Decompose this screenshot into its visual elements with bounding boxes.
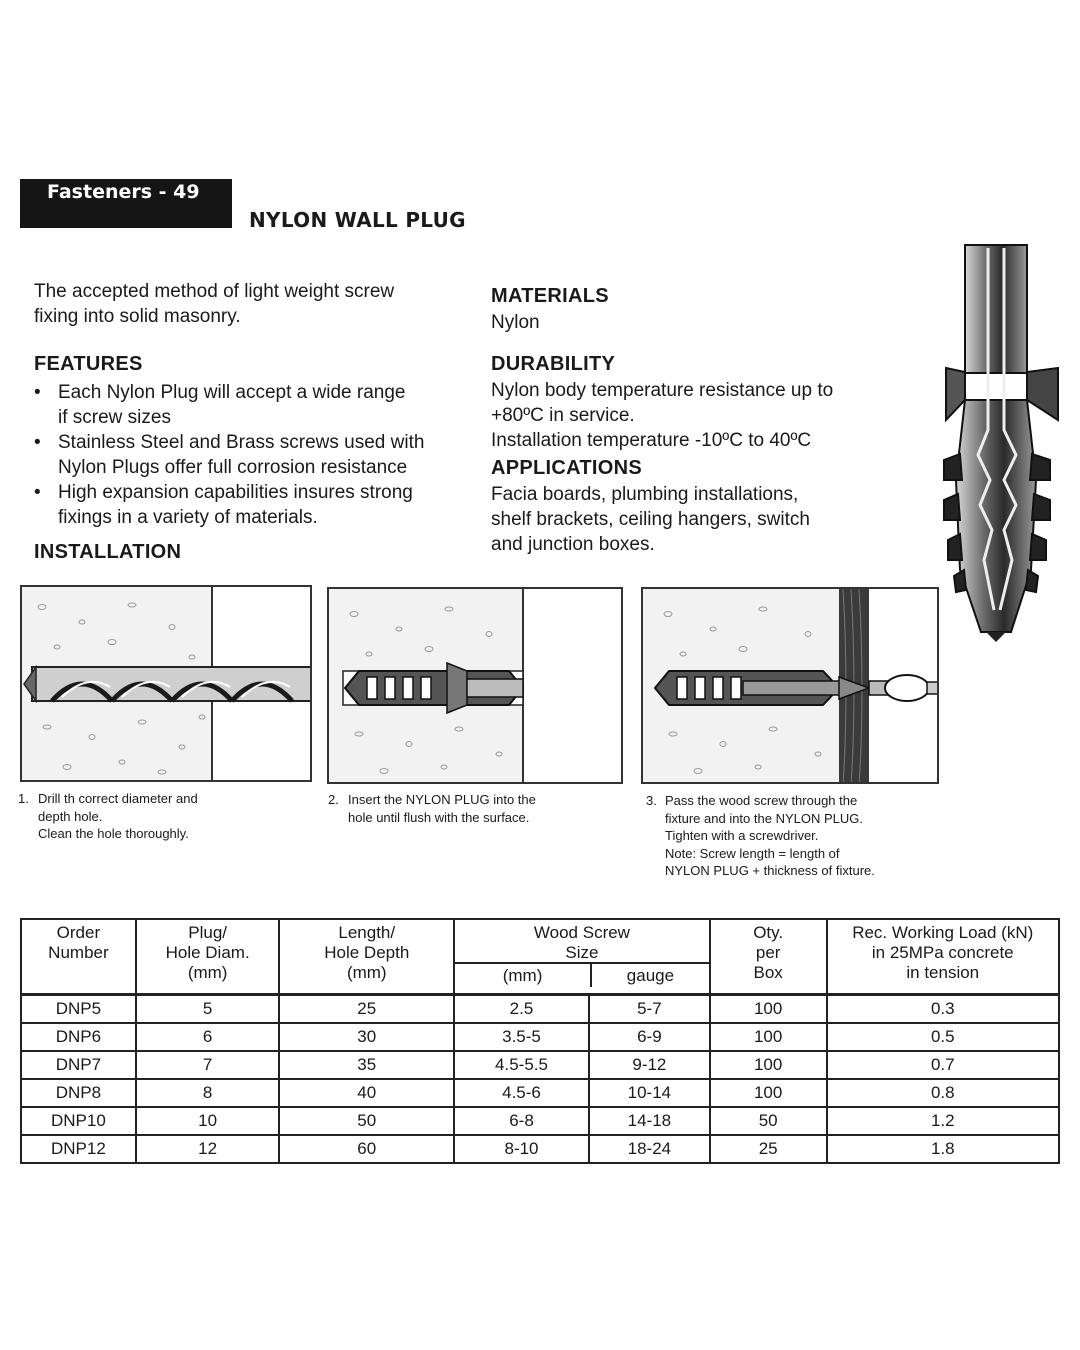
intro-text — [34, 279, 474, 329]
cell-wood-mm: 3.5-5 — [454, 1023, 589, 1051]
cell-length: 60 — [279, 1135, 454, 1163]
nylon-plug-illustration — [938, 240, 1068, 645]
cell-order: DNP10 — [21, 1107, 136, 1135]
table-row — [21, 995, 1059, 1024]
cell-order: DNP12 — [21, 1135, 136, 1163]
cell-plug: 10 — [136, 1107, 280, 1135]
header-line: Number — [48, 943, 109, 962]
cell-load: 0.7 — [827, 1051, 1059, 1079]
caption-line: Pass the wood screw through the — [665, 793, 858, 808]
cell-qty: 100 — [710, 1023, 827, 1051]
header-line: in tension — [906, 963, 980, 982]
cell-length: 35 — [279, 1051, 454, 1079]
header-line: Hole Depth — [324, 943, 410, 962]
header-length — [279, 919, 454, 995]
durability-text — [491, 378, 911, 453]
cell-plug: 8 — [136, 1079, 280, 1107]
durability-line: Nylon body temperature resistance up to — [491, 380, 834, 401]
durability-heading: DURABILITY — [491, 353, 616, 375]
plug-insert-illustration — [329, 589, 623, 784]
cell-qty: 25 — [710, 1135, 827, 1163]
table-row — [21, 1023, 1059, 1051]
step1-caption — [18, 790, 298, 843]
features-list — [34, 380, 484, 530]
bullet: • — [34, 382, 41, 403]
step-number: 3. — [646, 793, 657, 808]
screw-drive-illustration — [643, 589, 939, 784]
table-row — [21, 1135, 1059, 1163]
applications-text — [491, 482, 911, 557]
cell-order: DNP5 — [21, 995, 136, 1024]
cell-length: 30 — [279, 1023, 454, 1051]
cell-gauge: 14-18 — [589, 1107, 710, 1135]
header-load — [827, 919, 1059, 995]
list-item — [34, 380, 484, 430]
cell-wood-mm: 8-10 — [454, 1135, 589, 1163]
header-line: per — [755, 943, 781, 962]
cell-gauge: 10-14 — [589, 1079, 710, 1107]
list-item-line: Stainless Steel and Brass screws used with — [58, 432, 425, 453]
header-wood-mm: (mm) — [455, 964, 592, 987]
header-line: Hole Diam. — [165, 943, 250, 962]
list-item-line: Each Nylon Plug will accept a wide range — [58, 382, 406, 403]
header-line: Order — [56, 923, 101, 942]
cell-qty: 100 — [710, 1051, 827, 1079]
table-row — [21, 1079, 1059, 1107]
bullet: • — [34, 432, 41, 453]
header-plug — [136, 919, 280, 995]
header-line: in 25MPa concrete — [871, 943, 1014, 962]
step2-caption — [328, 791, 618, 826]
step3-diagram — [641, 587, 939, 784]
header-line: Oty. — [753, 923, 784, 942]
caption-line: Note: Screw length = length of — [665, 845, 840, 861]
cell-qty: 100 — [710, 1079, 827, 1107]
intro-line: The accepted method of light weight screw — [34, 281, 395, 302]
section-tag: Fasteners - 49 — [20, 179, 232, 228]
features-heading: FEATURES — [34, 353, 143, 375]
cell-load: 0.8 — [827, 1079, 1059, 1107]
list-item — [34, 480, 484, 530]
step3-caption — [646, 792, 936, 880]
caption-line: hole until flush with the surface. — [348, 809, 530, 825]
cell-gauge: 18-24 — [589, 1135, 710, 1163]
drill-illustration — [22, 587, 312, 782]
header-line: (mm) — [346, 963, 387, 982]
cell-load: 1.2 — [827, 1107, 1059, 1135]
cell-length: 50 — [279, 1107, 454, 1135]
caption-line: Tighten with a screwdriver. — [665, 828, 819, 843]
cell-wood-mm: 6-8 — [454, 1107, 589, 1135]
step-number: 2. — [328, 792, 339, 807]
header-order — [21, 919, 136, 995]
durability-line: +80ºC in service. — [491, 405, 635, 426]
cell-qty: 100 — [710, 995, 827, 1024]
header-line: Box — [753, 963, 783, 982]
cell-gauge: 9-12 — [589, 1051, 710, 1079]
cell-length: 40 — [279, 1079, 454, 1107]
cell-gauge: 5-7 — [589, 995, 710, 1024]
cell-plug: 12 — [136, 1135, 280, 1163]
list-item-line: fixings in a variety of materials. — [58, 507, 318, 528]
table-row — [21, 1051, 1059, 1079]
cell-order: DNP6 — [21, 1023, 136, 1051]
materials-text: Nylon — [491, 312, 540, 333]
cell-gauge: 6-9 — [589, 1023, 710, 1051]
header-qty — [710, 919, 827, 995]
header-line: (mm) — [187, 963, 228, 982]
applications-line: and junction boxes. — [491, 534, 655, 555]
page-title: NYLON WALL PLUG — [249, 208, 466, 232]
bullet: • — [34, 482, 41, 503]
intro-line: fixing into solid masonry. — [34, 306, 241, 327]
header-line: Rec. Working Load (kN) — [852, 923, 1034, 942]
cell-plug: 5 — [136, 995, 280, 1024]
list-item-line: High expansion capabilities insures strong — [58, 482, 413, 503]
table-row — [21, 1107, 1059, 1135]
step1-diagram — [20, 585, 312, 782]
list-item-line: if screw sizes — [58, 407, 171, 428]
list-item — [34, 430, 484, 480]
header-line: Length/ — [338, 923, 396, 942]
step-number: 1. — [18, 791, 29, 806]
applications-line: Facia boards, plumbing installations, — [491, 484, 799, 505]
cell-order: DNP7 — [21, 1051, 136, 1079]
installation-heading: INSTALLATION — [34, 541, 182, 563]
caption-line: Clean the hole thoroughly. — [38, 826, 189, 841]
caption-line: NYLON PLUG + thickness of fixture. — [665, 863, 875, 878]
cell-qty: 50 — [710, 1107, 827, 1135]
cell-length: 25 — [279, 995, 454, 1024]
durability-line: Installation temperature -10ºC to 40ºC — [491, 430, 812, 451]
cell-wood-mm: 2.5 — [454, 995, 589, 1024]
materials-heading: MATERIALS — [491, 285, 609, 307]
cell-load: 0.5 — [827, 1023, 1059, 1051]
list-item-line: Nylon Plugs offer full corrosion resistance — [58, 457, 408, 478]
caption-line: depth hole. — [38, 808, 103, 824]
table-header-row — [21, 919, 1059, 995]
header-line: Size — [565, 943, 599, 962]
applications-line: shelf brackets, ceiling hangers, switch — [491, 509, 810, 530]
cell-load: 0.3 — [827, 995, 1059, 1024]
cell-order: DNP8 — [21, 1079, 136, 1107]
cell-load: 1.8 — [827, 1135, 1059, 1163]
cell-plug: 7 — [136, 1051, 280, 1079]
header-wood-gauge: gauge — [626, 966, 675, 985]
cell-wood-mm: 4.5-5.5 — [454, 1051, 589, 1079]
cell-plug: 6 — [136, 1023, 280, 1051]
step2-diagram — [327, 587, 623, 784]
header-line: Wood Screw — [533, 923, 630, 942]
header-wood-screw — [454, 919, 710, 995]
caption-line: Insert the NYLON PLUG into the — [348, 792, 536, 807]
header-line: Plug/ — [188, 923, 228, 942]
applications-heading: APPLICATIONS — [491, 457, 643, 479]
cell-wood-mm: 4.5-6 — [454, 1079, 589, 1107]
spec-table — [20, 918, 1060, 1164]
caption-line: Drill th correct diameter and — [38, 791, 198, 806]
caption-line: fixture and into the NYLON PLUG. — [665, 810, 863, 826]
